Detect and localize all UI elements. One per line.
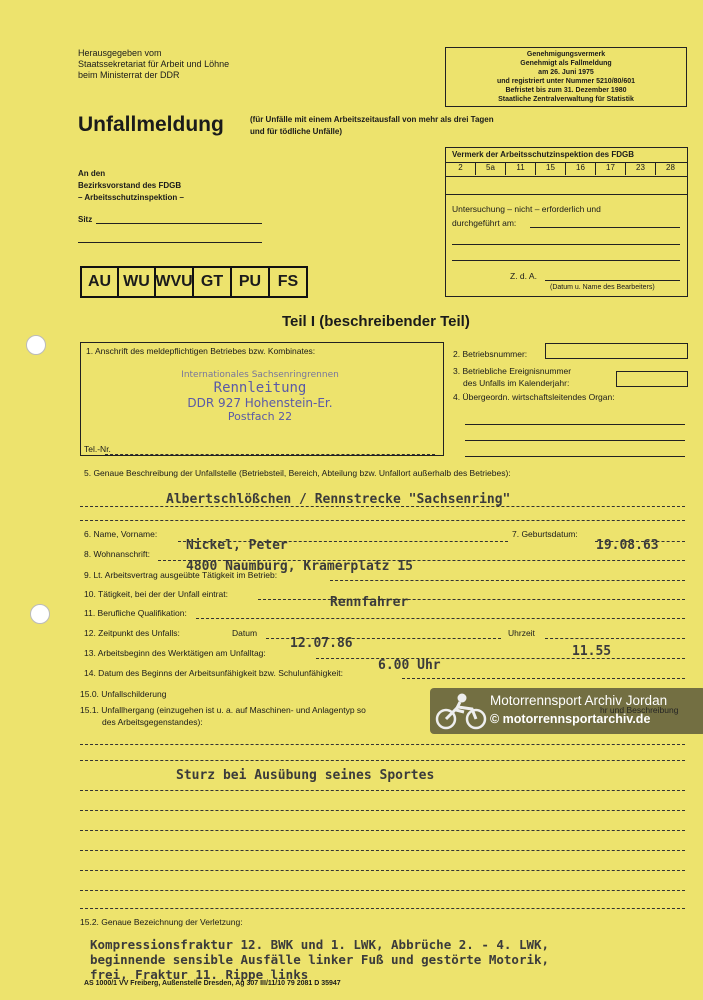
- stamp-line: DDR 927 Hohenstein-Er.: [187, 396, 333, 410]
- hergang-line: [80, 870, 685, 871]
- part-title: Teil I (beschreibender Teil): [282, 313, 470, 330]
- unfallstelle-value[interactable]: Albertschlößchen / Rennstrecke "Sachsenring": [166, 492, 511, 507]
- fdgb-date-line[interactable]: [530, 227, 680, 228]
- field-3-line: des Unfalls im Kalenderjahr:: [463, 378, 570, 388]
- punch-hole: [30, 604, 50, 624]
- field-12-label: 12. Zeitpunkt des Unfalls:: [84, 628, 180, 638]
- field-9-line: [330, 580, 685, 581]
- verletzung-line-1[interactable]: Kompressionsfraktur 12. BWK und 1. LWK, Abbrüche 2. - 4. LWK,: [90, 937, 550, 952]
- fdgb-col-28: 28: [666, 163, 675, 172]
- field-151b-label: des Arbeitsgegenstandes):: [102, 717, 203, 727]
- field-6-label: 6. Name, Vorname:: [84, 529, 158, 539]
- fdgb-signature-line[interactable]: [545, 280, 680, 281]
- field-5-line: [80, 520, 685, 521]
- field-12-time-line: [545, 638, 685, 639]
- betriebsnummer-input[interactable]: [545, 343, 688, 359]
- fdgb-col-2: 2: [446, 163, 476, 175]
- hergang-line: [80, 760, 685, 761]
- field-11-line: [196, 618, 685, 619]
- fdgb-col-16: 16: [566, 163, 596, 175]
- field-12-date-label: Datum: [232, 628, 258, 638]
- field-152-label: 15.2. Genaue Bezeichnung der Verletzung:: [80, 917, 243, 927]
- verletzung-line-2[interactable]: beginnende sensible Ausfälle linker Fuß und gestörte Motorik,: [90, 952, 550, 967]
- geburtsdatum-value[interactable]: 19.08.63: [596, 538, 659, 553]
- field-4-label: 4. Übergeordn. wirtschaftsleitendes Organ:: [453, 392, 615, 402]
- approval-line: Befristet bis zum 31. Dezember 1980: [505, 87, 627, 94]
- field-151-label: 15.1. Unfallhergang (einzugehen ist u. a. auf Maschinen- und Anlagentyp so: [80, 705, 366, 715]
- hergang-line: [80, 908, 685, 909]
- code-pu-box[interactable]: PU: [230, 266, 270, 298]
- motorcycle-icon: [434, 691, 488, 731]
- fdgb-investigation-line: Untersuchung – nicht – erforderlich und: [452, 204, 601, 214]
- hergang-line: [80, 790, 685, 791]
- sitz-label: Sitz: [78, 215, 93, 224]
- hergang-line: [80, 830, 685, 831]
- organ-line[interactable]: [465, 456, 685, 457]
- fdgb-investigation-line: durchgeführt am:: [452, 218, 517, 228]
- fdgb-rule: [446, 194, 687, 195]
- hergang-line: [80, 890, 685, 891]
- watermark-title: Motorrennsport Archiv Jordan: [490, 693, 668, 708]
- stamp-line: Postfach 22: [227, 410, 293, 423]
- stamp-line: Rennleitung: [213, 380, 307, 396]
- fdgb-col-5a: 5a: [476, 163, 506, 175]
- fdgb-signature-label: (Datum u. Name des Bearbeiters): [550, 284, 655, 291]
- field-12-time-label: Uhrzeit: [508, 628, 535, 638]
- sitz-line: [96, 223, 262, 224]
- name-value[interactable]: Nickel, Peter: [186, 538, 288, 553]
- field-2-label: 2. Betriebsnummer:: [453, 349, 528, 359]
- arbeitsbeginn-value[interactable]: 6.00 Uhr: [378, 658, 441, 673]
- tel-line[interactable]: [105, 454, 435, 455]
- field-5-line: [80, 506, 685, 507]
- fdgb-box-title: Vermerk der Arbeitsschutzinspektion des FDGB: [452, 150, 634, 159]
- field-8-label: 8. Wohnanschrift:: [84, 549, 150, 559]
- field-3-line: 3. Betriebliche Ereignisnummer: [453, 366, 572, 376]
- field-15-label: 15.0. Unfallschilderung: [80, 689, 167, 699]
- field-13-line: [316, 658, 685, 659]
- code-gt-box[interactable]: GT: [192, 266, 232, 298]
- field-10-line: [258, 599, 685, 600]
- field-14-label: 14. Datum des Beginns der Arbeitsunfähigkeit bzw. Schulunfähigkeit:: [84, 668, 343, 678]
- approval-line: und registriert unter Nummer 5210/80/601: [496, 78, 636, 85]
- fdgb-col-15: 15: [536, 163, 566, 175]
- field-11-label: 11. Berufliche Qualifikation:: [84, 608, 187, 618]
- approval-box: [445, 47, 687, 107]
- code-fs-box[interactable]: FS: [268, 266, 308, 298]
- anschrift-value[interactable]: 4800 Naumburg, Kramerplatz 15: [186, 559, 413, 574]
- uhrzeit-value[interactable]: 11.55: [572, 644, 612, 659]
- field-7-line: [595, 541, 685, 542]
- punch-hole: [26, 335, 46, 355]
- fdgb-line[interactable]: [452, 244, 680, 245]
- recipient-line: An den: [78, 169, 106, 178]
- field-10-label: 10. Tätigkeit, bei der der Unfall eintrat:: [84, 589, 228, 599]
- fdgb-col-23: 23: [626, 163, 656, 175]
- form-footer: AS 1000/1 VV Freiberg, Außenstelle Dresden, Ag 307 III/11/10 79 2081 D 35947: [84, 980, 341, 987]
- field-9-label: 9. Lt. Arbeitsvertrag ausgeübte Tätigkeit im Betrieb:: [84, 570, 278, 580]
- issuer-line: Herausgegeben vom: [78, 48, 162, 58]
- field-14-line: [402, 678, 685, 679]
- title-note-line: und für tödliche Unfälle): [250, 127, 342, 136]
- approval-line: am 26. Juni 1975: [538, 69, 594, 76]
- watermark-url: © motorrennsportarchiv.de: [490, 712, 651, 726]
- ereignisnummer-input[interactable]: [616, 371, 688, 387]
- fdgb-zda: Z. d. A.: [510, 271, 537, 281]
- fdgb-col-11: 11: [506, 163, 536, 175]
- tel-label: Tel.-Nr.: [84, 444, 111, 454]
- field-5-label: 5. Genaue Beschreibung der Unfallstelle (Betriebsteil, Bereich, Abteilung bzw. Unfallort außerhalb des Betriebes):: [84, 468, 511, 478]
- field-1-label: 1. Anschrift des meldepflichtigen Betriebes bzw. Kombinates:: [86, 346, 316, 356]
- code-au-box[interactable]: AU: [80, 266, 119, 298]
- hergang-value[interactable]: Sturz bei Ausübung seines Sportes: [176, 768, 435, 783]
- title-note-line: (für Unfälle mit einem Arbeitszeitausfall von mehr als drei Tagen: [250, 115, 494, 124]
- issuer-block: [78, 48, 229, 81]
- field-3-label: [453, 365, 571, 389]
- hergang-line: [80, 850, 685, 851]
- hergang-line: [80, 810, 685, 811]
- title-note: [250, 114, 494, 138]
- code-wu-box[interactable]: WU: [117, 266, 156, 298]
- recipient-line: – Arbeitsschutzinspektion –: [78, 193, 184, 202]
- sitz-line-2: [78, 242, 262, 243]
- verletzung-line-3[interactable]: frei, Fraktur 11. Rippe links: [90, 967, 309, 982]
- approval-line: Genehmigungsvermerk: [526, 51, 606, 58]
- issuer-line: beim Ministerrat der DDR: [78, 70, 180, 80]
- organ-line[interactable]: [465, 424, 685, 425]
- code-wvu-box[interactable]: WVU: [154, 266, 194, 298]
- company-stamp: [170, 370, 350, 423]
- fdgb-investigation: [452, 202, 601, 230]
- fdgb-rule: [446, 176, 687, 177]
- field-13-label: 13. Arbeitsbeginn des Werktätigen am Unfalltag:: [84, 648, 266, 658]
- watermark-badge: [430, 688, 703, 734]
- taetigkeit-value[interactable]: Rennfahrer: [330, 595, 409, 610]
- recipient-line: Bezirksvorstand des FDGB: [78, 181, 182, 190]
- datum-value[interactable]: 12.07.86: [290, 636, 353, 651]
- fdgb-line[interactable]: [452, 260, 680, 261]
- stamp-line: Internationales Sachsenringrennen: [181, 370, 339, 380]
- approval-line: Genehmigt als Fallmeldung: [520, 60, 612, 67]
- field-12-date-line: [266, 638, 501, 639]
- field-7-label: 7. Geburtsdatum:: [512, 529, 578, 539]
- field-6-line: [178, 541, 508, 542]
- fdgb-col-17: 17: [596, 163, 626, 175]
- form-title: Unfallmeldung: [78, 113, 224, 136]
- hergang-line: [80, 744, 685, 745]
- organ-line[interactable]: [465, 440, 685, 441]
- recipient-block: [78, 168, 184, 204]
- approval-line: Staatliche Zentralverwaltung für Statistik: [498, 96, 634, 103]
- issuer-line: Staatssekretariat für Arbeit und Löhne: [78, 59, 230, 69]
